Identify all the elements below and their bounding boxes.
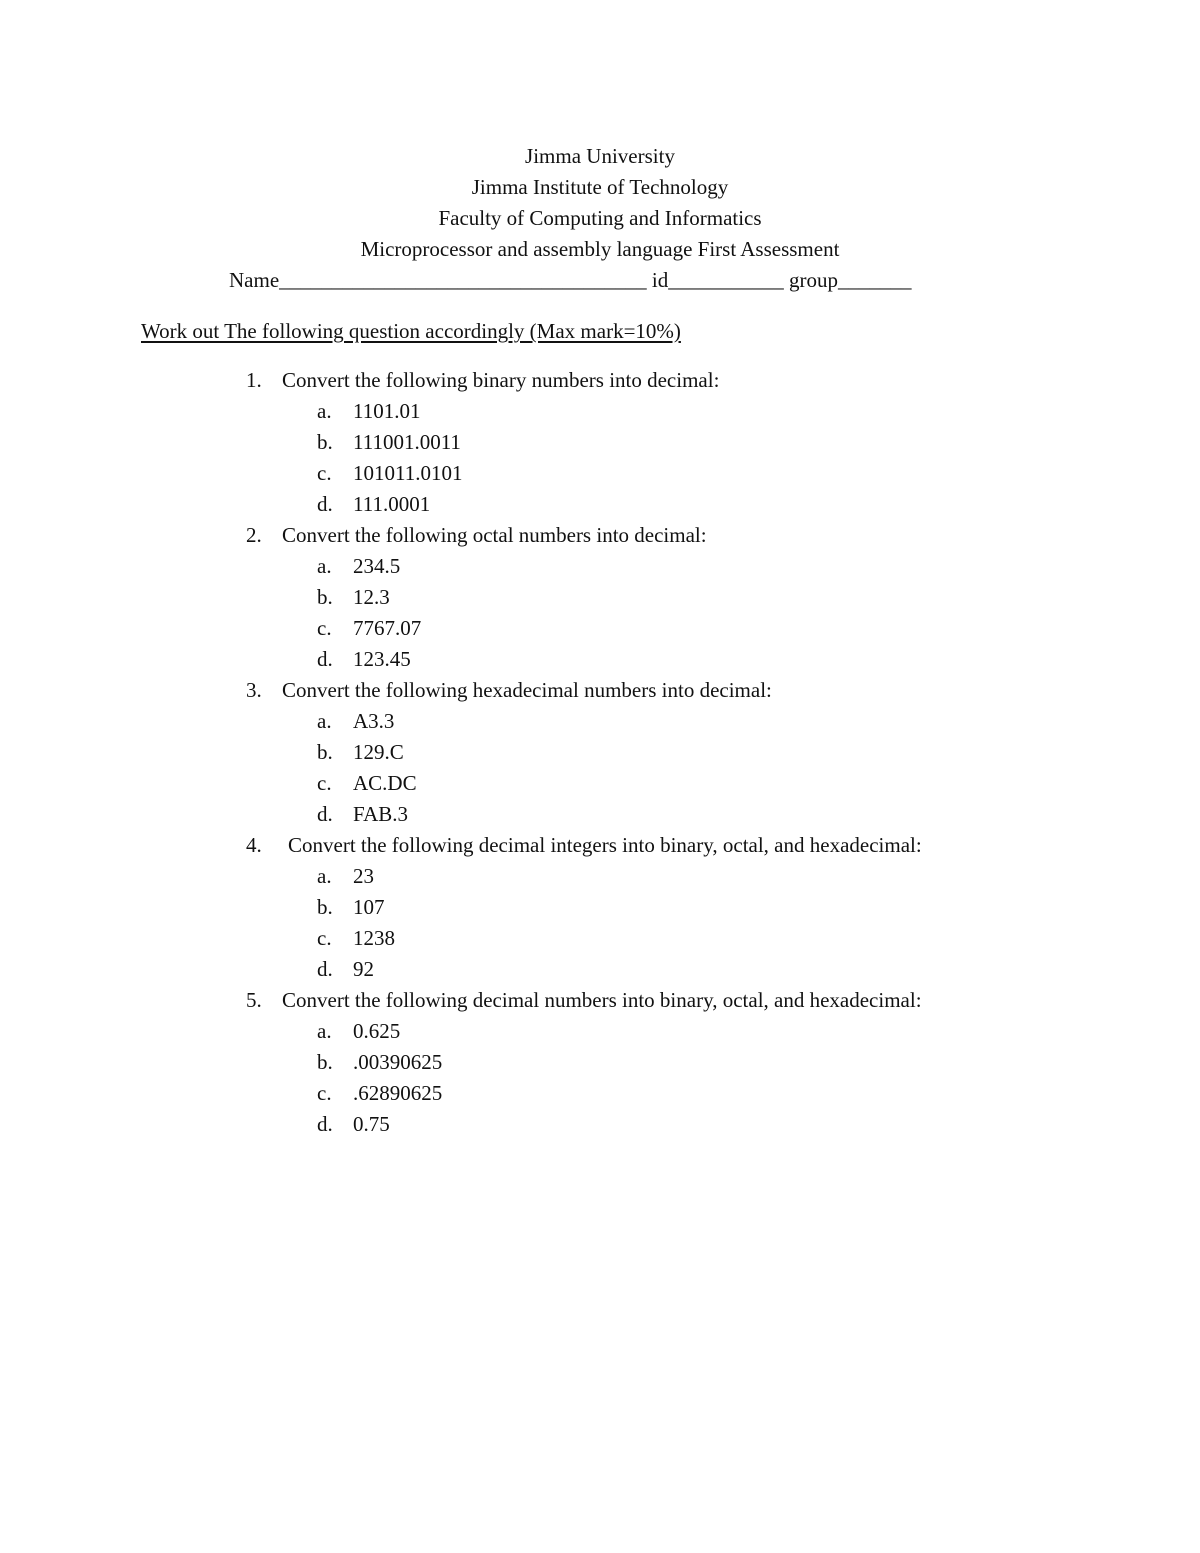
option-letter: a.: [317, 1019, 332, 1043]
id-blank: ___________: [668, 268, 784, 292]
option-value: 111001.0011: [353, 430, 461, 454]
name-label: Name: [229, 268, 280, 292]
option-value: 1238: [353, 926, 395, 950]
option-letter: c.: [317, 461, 332, 485]
option-letter: d.: [317, 492, 333, 516]
course-title: Microprocessor and assembly language First Assessment: [360, 237, 840, 261]
option-value: .00390625: [353, 1050, 443, 1074]
option-letter: d.: [317, 957, 333, 981]
question-number: 4.: [246, 833, 262, 857]
faculty-name: Faculty of Computing and Informatics: [438, 206, 762, 230]
option-letter: c.: [317, 1081, 332, 1105]
option-value: 123.45: [353, 647, 411, 671]
option-letter: b.: [317, 585, 333, 609]
option-value: 23: [353, 864, 374, 888]
option-letter: a.: [317, 864, 332, 888]
option-letter: c.: [317, 926, 332, 950]
option-value: 129.C: [353, 740, 404, 764]
question-text: Convert the following decimal numbers into binary, octal, and hexadecimal:: [282, 988, 922, 1012]
option-letter: d.: [317, 802, 333, 826]
option-value: 234.5: [353, 554, 401, 578]
question-text: Convert the following octal numbers into decimal:: [282, 523, 707, 547]
option-letter: c.: [317, 616, 332, 640]
id-label: id: [651, 268, 669, 292]
option-letter: d.: [317, 1112, 333, 1136]
student-info-fields: [229, 265, 912, 296]
question-number: 1.: [246, 368, 262, 392]
option-value: 107: [353, 895, 385, 919]
university-name: Jimma University: [525, 144, 675, 168]
document-header: [0, 141, 1200, 265]
option-value: 12.3: [353, 585, 390, 609]
option-value: 7767.07: [353, 616, 422, 640]
group-blank: _______: [838, 268, 912, 292]
option-letter: b.: [317, 430, 333, 454]
question-text: Convert the following binary numbers into decimal:: [282, 368, 720, 392]
option-value: 92: [353, 957, 374, 981]
question-number: 2.: [246, 523, 262, 547]
instruction-text: Work out The following question accordingly (Max mark=10%): [141, 319, 681, 343]
option-value: AC.DC: [353, 771, 417, 795]
option-value: A3.3: [353, 709, 395, 733]
option-value: .62890625: [353, 1081, 443, 1105]
option-letter: a.: [317, 709, 332, 733]
question-text: Convert the following hexadecimal numbers into decimal:: [282, 678, 772, 702]
option-letter: d.: [317, 647, 333, 671]
option-letter: a.: [317, 399, 332, 423]
group-label: group: [789, 268, 838, 292]
option-value: 111.0001: [353, 492, 431, 516]
option-letter: c.: [317, 771, 332, 795]
option-letter: b.: [317, 895, 333, 919]
institute-name: Jimma Institute of Technology: [471, 175, 729, 199]
option-value: FAB.3: [353, 802, 409, 826]
name-blank: ___________________________________: [279, 268, 647, 292]
option-value: 0.625: [353, 1019, 401, 1043]
option-letter: b.: [317, 1050, 333, 1074]
question-number: 3.: [246, 678, 262, 702]
option-value: 101011.0101: [353, 461, 463, 485]
question-text: Convert the following decimal integers into binary, octal, and hexadecimal:: [288, 833, 922, 857]
option-value: 0.75: [353, 1112, 390, 1136]
option-value: 1101.01: [353, 399, 421, 423]
question-number: 5.: [246, 988, 262, 1012]
option-letter: a.: [317, 554, 332, 578]
option-letter: b.: [317, 740, 333, 764]
